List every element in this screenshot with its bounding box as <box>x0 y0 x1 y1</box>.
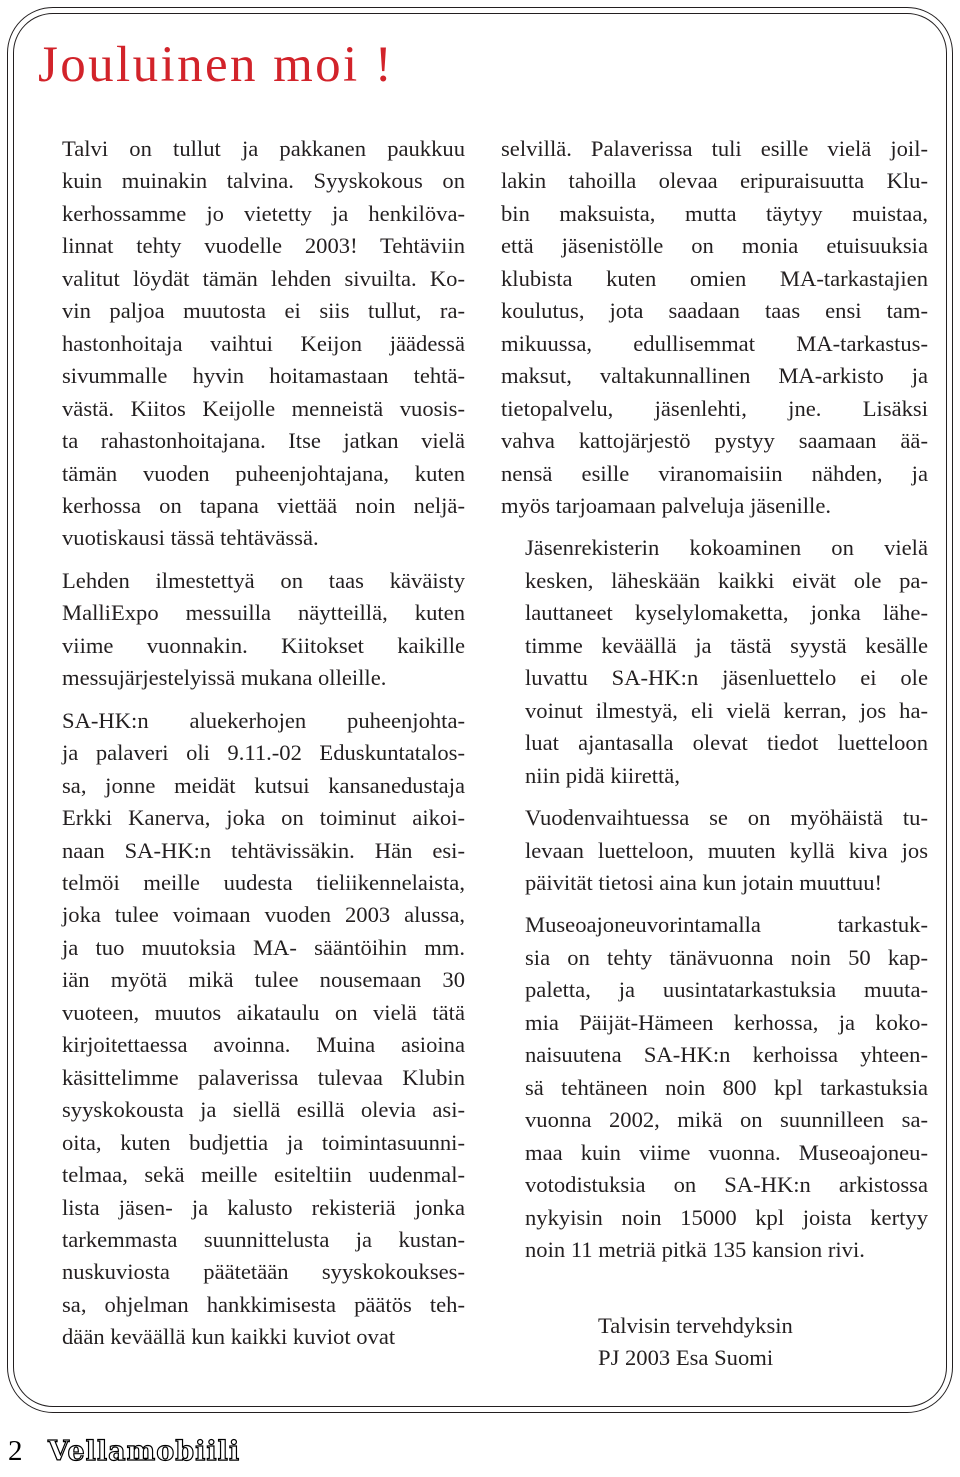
text-line: Jäsenrekisterin kokoaminen on vielä <box>525 535 928 561</box>
text-line: niin pidä kiirettä, <box>525 762 680 788</box>
text-line: tarkemmasta suunnittelusta ja kustan- <box>62 1226 465 1252</box>
text-line: sivummalle hyvin hoitamastaan tehtä- <box>62 363 465 389</box>
text-line: votodistuksia on SA-HK:n arkistossa <box>525 1172 928 1198</box>
text-line: vahva kattojärjestö pystyy saamaan ää- <box>501 428 928 454</box>
text-line: levaan luetteloon, muuten kyllä kiva jos <box>525 837 928 863</box>
text-line: lauttaneet kyselylomaketta, jonka lähe- <box>525 600 928 626</box>
text-line: maa kuin viime vuonna. Museoajoneu- <box>525 1139 928 1165</box>
paragraph-meeting-continued <box>501 133 928 522</box>
text-line: päivität tietosi aina kun jotain muuttuu! <box>525 869 883 895</box>
text-line: vin paljoa muutosta ei siis tullut, ra- <box>62 298 465 324</box>
text-line: kerhossa on tapana viettää noin neljä- <box>62 492 465 518</box>
article-title: Jouluinen moi ! <box>38 37 395 93</box>
text-line: joka tulee voimaan vuoden 2003 alussa, <box>62 902 465 928</box>
text-line: lista jäsen- ja kalusto rekisteriä jonka <box>62 1194 465 1220</box>
text-line: kerhossamme jo vietetty ja henkilöva- <box>62 200 465 226</box>
text-line: linnat tehty vuodelle 2003! Tehtäviin <box>62 233 465 259</box>
text-line: Lehden ilmestettyä on taas käväisty <box>62 567 465 593</box>
text-line: messujärjestelyissä mukana olleille. <box>62 665 387 691</box>
text-line: telmöi meille uudesta tieliikennelaista, <box>62 869 465 895</box>
text-line: MalliExpo messuilla näytteillä, kuten <box>62 600 465 626</box>
text-line: maksut, valtakunnallinen MA-arkisto ja <box>501 363 928 389</box>
text-line: Vuodenvaihtuessa se on myöhäistä tu- <box>525 805 928 831</box>
text-line: kuin muinakin talvina. Syyskokous on <box>62 168 465 194</box>
publication-name: Vellamobiili <box>48 1436 241 1467</box>
text-line: mikuussa, edullisemmat MA-tarkastus- <box>501 330 928 356</box>
text-line: lakin tahoilla olevaa eripuraisuutta Klu- <box>501 168 928 194</box>
text-line: noin 11 metriä pitkä 135 kansion rivi. <box>525 1236 865 1262</box>
text-line: nensä esille viranomaisiin nähden, ja <box>501 460 928 486</box>
text-line: käsittelimme palaverissa tulevaa Klubin <box>62 1064 465 1090</box>
text-line: naan SA-HK:n tehtävissäkin. Hän esi- <box>62 837 465 863</box>
text-line: oita, kuten budjettia ja toimintasuunni- <box>62 1129 465 1155</box>
text-line: klubista kuten omien MA-tarkastajien <box>501 265 928 291</box>
text-line: ja palaveri oli 9.11.-02 Eduskuntatalos- <box>62 740 465 766</box>
text-line: tietopalvelu, jäsenlehti, jne. Lisäksi <box>501 395 928 421</box>
text-line: dään keväällä kun kaikki kuviot ovat <box>62 1324 396 1350</box>
text-line: luvattu SA-HK:n jäsenluettelo ei ole <box>525 665 928 691</box>
text-line: kesken, läheskään kaikki eivät ole pa- <box>525 567 928 593</box>
text-line: Talvi on tullut ja pakkanen paukkuu <box>62 136 465 161</box>
text-line: luat ajantasalla olevat tiedot luetteloon <box>525 730 928 756</box>
text-line: SA-HK:n aluekerhojen puheenjohta- <box>62 707 465 733</box>
paragraph-inspections <box>501 909 928 1266</box>
paragraph-member-register <box>501 532 928 792</box>
text-line: sa, ohjelman hankkimisesta päätös teh- <box>62 1291 465 1317</box>
signature-greeting: Talvisin tervehdyksin <box>598 1313 793 1338</box>
text-line: Erkki Kanerva, joka on toiminut aikoi- <box>62 805 465 831</box>
text-line: sa, jonne meidät kutsui kansanedustaja <box>62 772 465 798</box>
text-line: sia on tehty tänävuonna noin 50 kap- <box>525 944 928 970</box>
paragraph-intro <box>38 133 465 555</box>
text-line: että jäsenistölle on monia etuisuuksia <box>501 233 928 259</box>
text-line: myös tarjoamaan palveluja jäsenille. <box>501 492 832 518</box>
text-line: mia Päijät-Hämeen kerhossa, ja koko- <box>525 1009 928 1035</box>
text-line: naisuutena SA-HK:n kerhoissa yhteen- <box>525 1042 928 1068</box>
text-line: nuskuviosta päätetään syyskokoukses- <box>62 1259 465 1285</box>
text-line: tämän vuoden puheenjohtajana, kuten <box>62 460 465 486</box>
text-line: hastonhoitaja vaihtui Keijon jäädessä <box>62 330 465 356</box>
paragraph-new-year <box>501 802 928 899</box>
text-line: voinut ilmestyä, eli vielä kerran, jos ha- <box>525 697 928 723</box>
page-number: 2 <box>8 1435 23 1467</box>
text-line: koulutus, jota saadaan taas ensi tam- <box>501 298 928 324</box>
text-line: västä. Kiitos Keijolle menneistä vuosis- <box>62 395 465 421</box>
text-line: vuotiskausi tässä tehtävässä. <box>62 525 319 551</box>
text-line: valitut löydät tämän lehden sivuilta. Ko- <box>62 265 465 291</box>
text-line: timme keväällä ja tästä syystä kesälle <box>525 632 928 658</box>
text-line: bin maksuista, mutta täytyy muistaa, <box>501 200 928 226</box>
text-line: viime vuonnakin. Kiitokset kaikille <box>62 632 465 658</box>
text-line: sä tehtäneen noin 800 kpl tarkastuksia <box>525 1074 928 1100</box>
text-line: nykyisin noin 15000 kpl joista kertyy <box>525 1204 928 1230</box>
signature-author: PJ 2003 Esa Suomi <box>598 1345 774 1371</box>
text-line: ja tuo muutoksia MA- sääntöihin mm. <box>62 934 465 960</box>
text-line: iän myötä mikä tulee nousemaan 30 <box>62 967 465 993</box>
paragraph-malliexpo <box>38 565 465 695</box>
right-column <box>501 133 928 1276</box>
text-line: Museoajoneuvorintamalla tarkastuk- <box>525 912 928 938</box>
text-line: syyskokousta ja siellä esillä olevia asi- <box>62 1097 465 1123</box>
text-line: paletta, ja uusintatarkastuksia muuta- <box>525 977 928 1003</box>
text-line: vuoteen, muutos aikataulu on vielä tätä <box>62 999 465 1025</box>
paragraph-meeting <box>38 705 465 1354</box>
text-line: ta rahastonhoitajana. Itse jatkan vielä <box>62 428 465 454</box>
text-line: vuonna 2002, mikä on suunnilleen sa- <box>525 1107 928 1133</box>
signature <box>598 1310 793 1375</box>
left-column <box>38 133 465 1364</box>
text-line: telmaa, sekä meille esiteltiin uudenmal- <box>62 1162 465 1188</box>
text-line: kirjoitettaessa avoinna. Muina asioina <box>62 1032 465 1058</box>
text-line: selvillä. Palaverissa tuli esille vielä joil- <box>501 136 928 161</box>
